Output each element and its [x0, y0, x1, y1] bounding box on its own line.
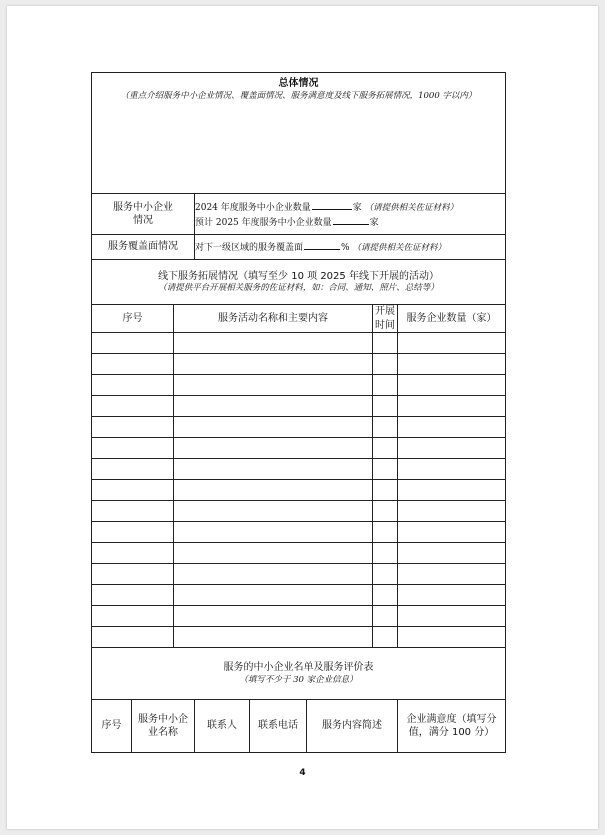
- row-date-cell[interactable]: [373, 438, 398, 459]
- offline-table-row: [92, 480, 506, 501]
- row-date-cell[interactable]: [373, 459, 398, 480]
- row-count-cell[interactable]: [398, 627, 506, 648]
- row-count-cell[interactable]: [398, 606, 506, 627]
- row-activity-cell[interactable]: [174, 543, 373, 564]
- row-count-cell[interactable]: [398, 375, 506, 396]
- col-satisfaction: 企业满意度（填写分值，满分 100 分）: [398, 700, 506, 753]
- coverage-label: 服务覆盖面情况: [92, 235, 195, 260]
- row-count-cell[interactable]: [398, 564, 506, 585]
- row-count-cell[interactable]: [398, 333, 506, 354]
- row-count-cell[interactable]: [398, 522, 506, 543]
- row-activity-cell[interactable]: [174, 438, 373, 459]
- sme-2024-label: 2024 年度服务中小企业数量: [195, 202, 311, 213]
- col-ent-index: 序号: [92, 700, 132, 753]
- sme-count-row: [92, 194, 506, 235]
- row-activity-cell[interactable]: [174, 375, 373, 396]
- enterprise-table-header: [92, 700, 506, 753]
- col-activity: 服务活动名称和主要内容: [174, 305, 373, 333]
- sme-2024-hint: （请提供相关佐证材料）: [364, 202, 459, 213]
- row-activity-cell[interactable]: [174, 606, 373, 627]
- row-date-cell[interactable]: [373, 627, 398, 648]
- row-index-cell[interactable]: [92, 417, 174, 438]
- coverage-field[interactable]: 对下一级区域的服务覆盖面 % （请提供相关佐证材料）: [195, 235, 506, 260]
- row-activity-cell[interactable]: [174, 627, 373, 648]
- offline-table-header: [92, 305, 506, 333]
- row-date-cell[interactable]: [373, 501, 398, 522]
- offline-table-row: [92, 459, 506, 480]
- row-date-cell[interactable]: [373, 585, 398, 606]
- row-index-cell[interactable]: [92, 501, 174, 522]
- row-activity-cell[interactable]: [174, 459, 373, 480]
- summary-hint: （重点介绍服务中小企业情况、覆盖面情况、服务满意度及线下服务拓展情况，1000 字以内）: [120, 90, 477, 101]
- offline-table-row: [92, 354, 506, 375]
- col-enterprise-count: 服务企业数量（家）: [398, 305, 506, 333]
- row-date-cell[interactable]: [373, 375, 398, 396]
- offline-table-row: [92, 606, 506, 627]
- offline-table-row: [92, 396, 506, 417]
- row-date-cell[interactable]: [373, 480, 398, 501]
- row-activity-cell[interactable]: [174, 564, 373, 585]
- row-activity-cell[interactable]: [174, 396, 373, 417]
- page-number: 4: [299, 768, 306, 778]
- enterprise-section-header: [92, 648, 506, 700]
- row-count-cell[interactable]: [398, 438, 506, 459]
- row-date-cell[interactable]: [373, 522, 398, 543]
- col-phone: 联系电话: [250, 700, 307, 753]
- sme-2024-blank[interactable]: [312, 199, 352, 210]
- row-count-cell[interactable]: [398, 396, 506, 417]
- row-index-cell[interactable]: [92, 354, 174, 375]
- row-index-cell[interactable]: [92, 522, 174, 543]
- row-date-cell[interactable]: [373, 606, 398, 627]
- summary-row: [92, 73, 506, 194]
- offline-table-body: [92, 333, 506, 648]
- row-count-cell[interactable]: [398, 501, 506, 522]
- col-contact: 联系人: [195, 700, 250, 753]
- row-index-cell[interactable]: [92, 396, 174, 417]
- coverage-hint: （请提供相关佐证材料）: [352, 243, 446, 254]
- row-date-cell[interactable]: [373, 543, 398, 564]
- row-activity-cell[interactable]: [174, 333, 373, 354]
- sme-count-label: 服务中小企业 情况: [92, 194, 195, 235]
- offline-table-row: [92, 543, 506, 564]
- sme-2025-blank[interactable]: [333, 214, 369, 225]
- enterprise-title: 服务的中小企业名单及服务评价表: [223, 662, 374, 674]
- offline-table-row: [92, 501, 506, 522]
- offline-table-row: [92, 564, 506, 585]
- col-ent-name: 服务中小企业名称: [132, 700, 195, 753]
- sme-count-field[interactable]: 2024 年度服务中小企业数量 家 （请提供相关佐证材料） 预计 2025 年度服务中小企业数量 家: [195, 194, 506, 235]
- col-date: 开展时间: [373, 305, 398, 333]
- row-count-cell[interactable]: [398, 354, 506, 375]
- sme-2025-label: 预计 2025 年度服务中小企业数量: [195, 218, 332, 229]
- row-index-cell[interactable]: [92, 480, 174, 501]
- summary-cell[interactable]: [92, 73, 506, 194]
- offline-table-row: [92, 417, 506, 438]
- offline-table-row: [92, 333, 506, 354]
- offline-title: 线下服务拓展情况（填写至少 10 项 2025 年线下开展的活动）: [158, 270, 439, 282]
- row-index-cell[interactable]: [92, 627, 174, 648]
- row-index-cell[interactable]: [92, 459, 174, 480]
- row-index-cell[interactable]: [92, 606, 174, 627]
- row-index-cell[interactable]: [92, 585, 174, 606]
- offline-table-row: [92, 585, 506, 606]
- row-count-cell[interactable]: [398, 417, 506, 438]
- row-index-cell[interactable]: [92, 564, 174, 585]
- offline-hint: （请提供平台开展相关服务的佐证材料，如：合同、通知、照片、总结等）: [158, 283, 439, 294]
- row-count-cell[interactable]: [398, 543, 506, 564]
- offline-section-header: [92, 260, 506, 305]
- row-index-cell[interactable]: [92, 438, 174, 459]
- row-activity-cell[interactable]: [174, 585, 373, 606]
- offline-table-row: [92, 522, 506, 543]
- coverage-blank[interactable]: [304, 239, 340, 250]
- coverage-row: [92, 235, 506, 260]
- row-count-cell[interactable]: [398, 480, 506, 501]
- row-date-cell[interactable]: [373, 417, 398, 438]
- row-date-cell[interactable]: [373, 396, 398, 417]
- row-activity-cell[interactable]: [174, 480, 373, 501]
- summary-title: 总体情况: [278, 78, 319, 89]
- row-activity-cell[interactable]: [174, 354, 373, 375]
- col-index: 序号: [92, 305, 174, 333]
- application-form-table: [91, 72, 506, 753]
- document-page: [7, 6, 598, 829]
- enterprise-hint: （填写不少于 30 家企业信息）: [239, 674, 358, 685]
- offline-table-row: [92, 438, 506, 459]
- col-service-summary: 服务内容简述: [307, 700, 398, 753]
- row-index-cell[interactable]: [92, 375, 174, 396]
- row-date-cell[interactable]: [373, 333, 398, 354]
- row-date-cell[interactable]: [373, 564, 398, 585]
- row-activity-cell[interactable]: [174, 522, 373, 543]
- row-index-cell[interactable]: [92, 543, 174, 564]
- offline-table-row: [92, 375, 506, 396]
- row-count-cell[interactable]: [398, 585, 506, 606]
- row-count-cell[interactable]: [398, 459, 506, 480]
- row-index-cell[interactable]: [92, 333, 174, 354]
- row-date-cell[interactable]: [373, 354, 398, 375]
- row-activity-cell[interactable]: [174, 501, 373, 522]
- row-activity-cell[interactable]: [174, 417, 373, 438]
- offline-table-row: [92, 627, 506, 648]
